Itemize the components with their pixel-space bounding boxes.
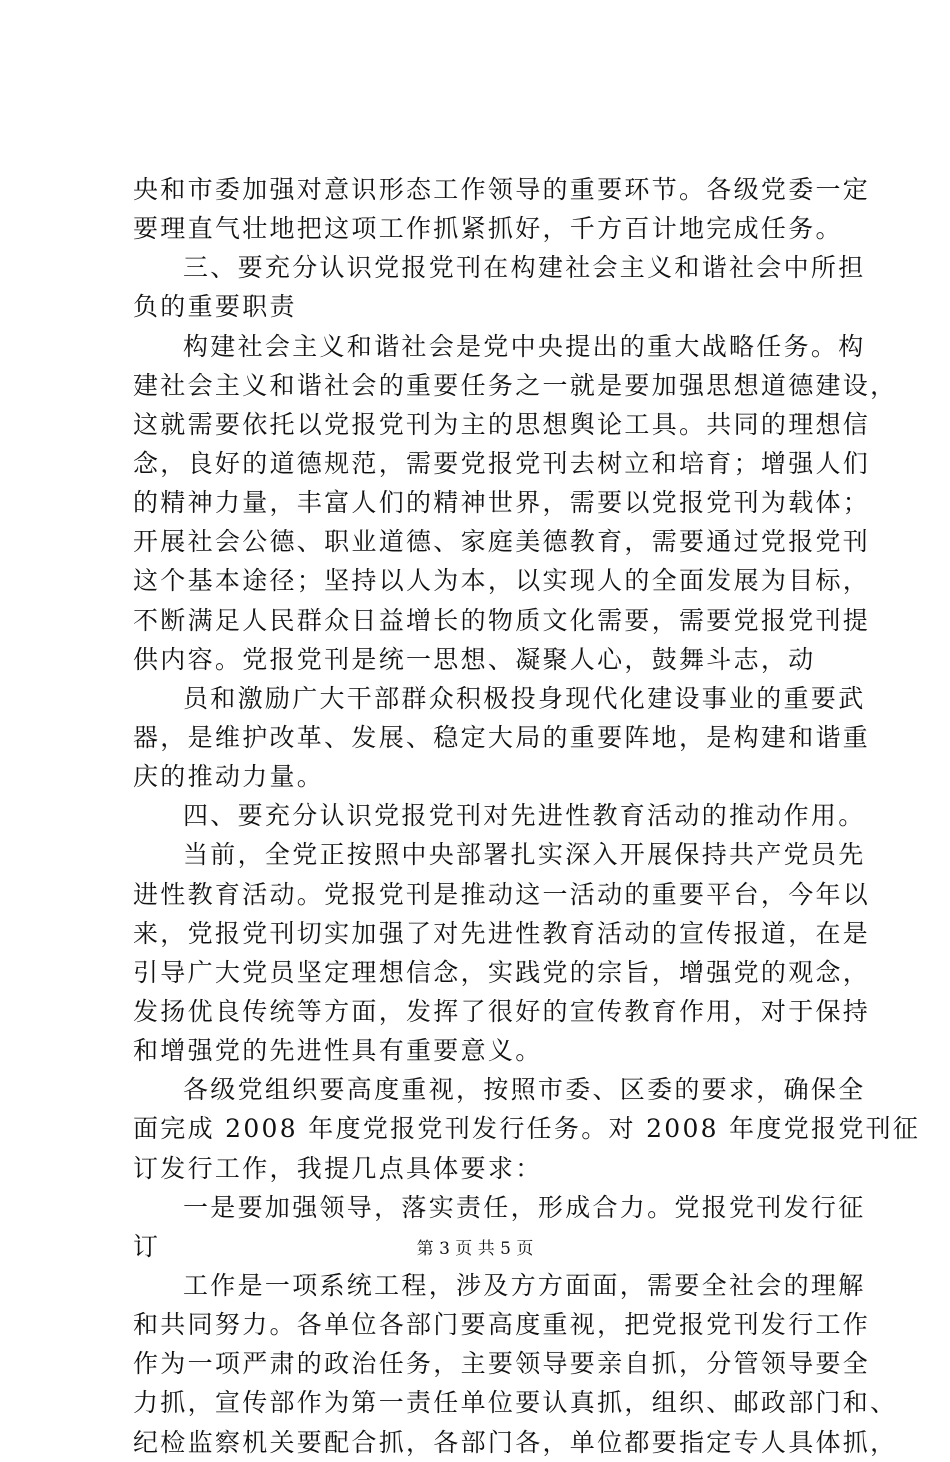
text-line: 发扬优良传统等方面，发挥了很好的宣传教育作用，对于保持 [133, 996, 871, 1026]
text-line: 构建社会主义和谐社会是党中央提出的重大战略任务。构 [183, 331, 866, 361]
text-line: 一是要加强领导，落实责任，形成合力。党报党刊发行征 [183, 1192, 866, 1222]
text-line: 引导广大党员坚定理想信念，实践党的宗旨，增强党的观念， [133, 957, 871, 987]
text-line: 力抓，宣传部作为第一责任单位要认真抓，组织、邮政部门和、 [133, 1388, 898, 1418]
text-line: 各级党组织要高度重视，按照市委、区委的要求，确保全 [183, 1075, 866, 1105]
text-line: 和增强党的先进性具有重要意义。 [133, 1036, 543, 1066]
text-line: 不断满足人民群众日益增长的物质文化需要，需要党报党刊提 [133, 605, 871, 635]
text-line: 和共同努力。各单位各部门要高度重视，把党报党刊发行工作 [133, 1310, 871, 1340]
text-line: 庆的推动力量。 [133, 762, 325, 792]
text-line: 三、要充分认识党报党刊在构建社会主义和谐社会中所担 [183, 253, 866, 283]
text-line: 这就需要依托以党报党刊为主的思想舆论工具。共同的理想信 [133, 409, 871, 439]
text-line: 这个基本途径；坚持以人为本，以实现人的全面发展为目标， [133, 566, 871, 596]
text-line: 负的重要职责 [133, 292, 297, 322]
text-line: 来，党报党刊切实加强了对先进性教育活动的宣传报道，在是 [133, 918, 871, 948]
text-line: 四、要充分认识党报党刊对先进性教育活动的推动作用。 [183, 801, 866, 831]
text-line: 供内容。党报党刊是统一思想、凝聚人心，鼓舞斗志，动 [133, 644, 816, 674]
text-line: 要理直气壮地把这项工作抓紧抓好，千方百计地完成任务。 [133, 214, 843, 244]
text-line: 纪检监察机关要配合抓，各部门各，单位都要指定专人具体抓， [133, 1427, 898, 1457]
text-line: 的精神力量，丰富人们的精神世界，需要以党报党刊为载体； [133, 488, 871, 518]
text-line: 念，良好的道德规范，需要党报党刊去树立和培育；增强人们 [133, 448, 871, 478]
text-line: 员和激励广大干部群众积极投身现代化建设事业的重要武 [183, 683, 866, 713]
text-line: 订 [133, 1231, 161, 1261]
text-line: 作为一项严肃的政治任务，主要领导要亲自抓，分管领导要全 [133, 1349, 871, 1379]
text-line: 面完成 2008 年度党报党刊发行任务。对 2008 年度党报党刊征 [133, 1114, 921, 1144]
text-line: 建社会主义和谐社会的重要任务之一就是要加强思想道德建设， [133, 370, 898, 400]
text-line: 器，是维护改革、发展、稳定大局的重要阵地，是构建和谐重 [133, 722, 871, 752]
text-line: 当前，全党正按照中央部署扎实深入开展保持共产党员先 [183, 840, 866, 870]
text-line: 央和市委加强对意识形态工作领导的重要环节。各级党委一定 [133, 175, 871, 204]
page-footer: 第 3 页 共 5 页 [416, 1239, 534, 1259]
text-line: 开展社会公德、职业道德、家庭美德教育，需要通过党报党刊 [133, 527, 871, 557]
text-line: 订发行工作，我提几点具体要求： [133, 1153, 543, 1183]
text-line: 工作是一项系统工程，涉及方方面面，需要全社会的理解 [183, 1270, 866, 1300]
text-line: 进性教育活动。党报党刊是推动这一活动的重要平台，今年以 [133, 879, 871, 909]
document-body [133, 170, 921, 1462]
